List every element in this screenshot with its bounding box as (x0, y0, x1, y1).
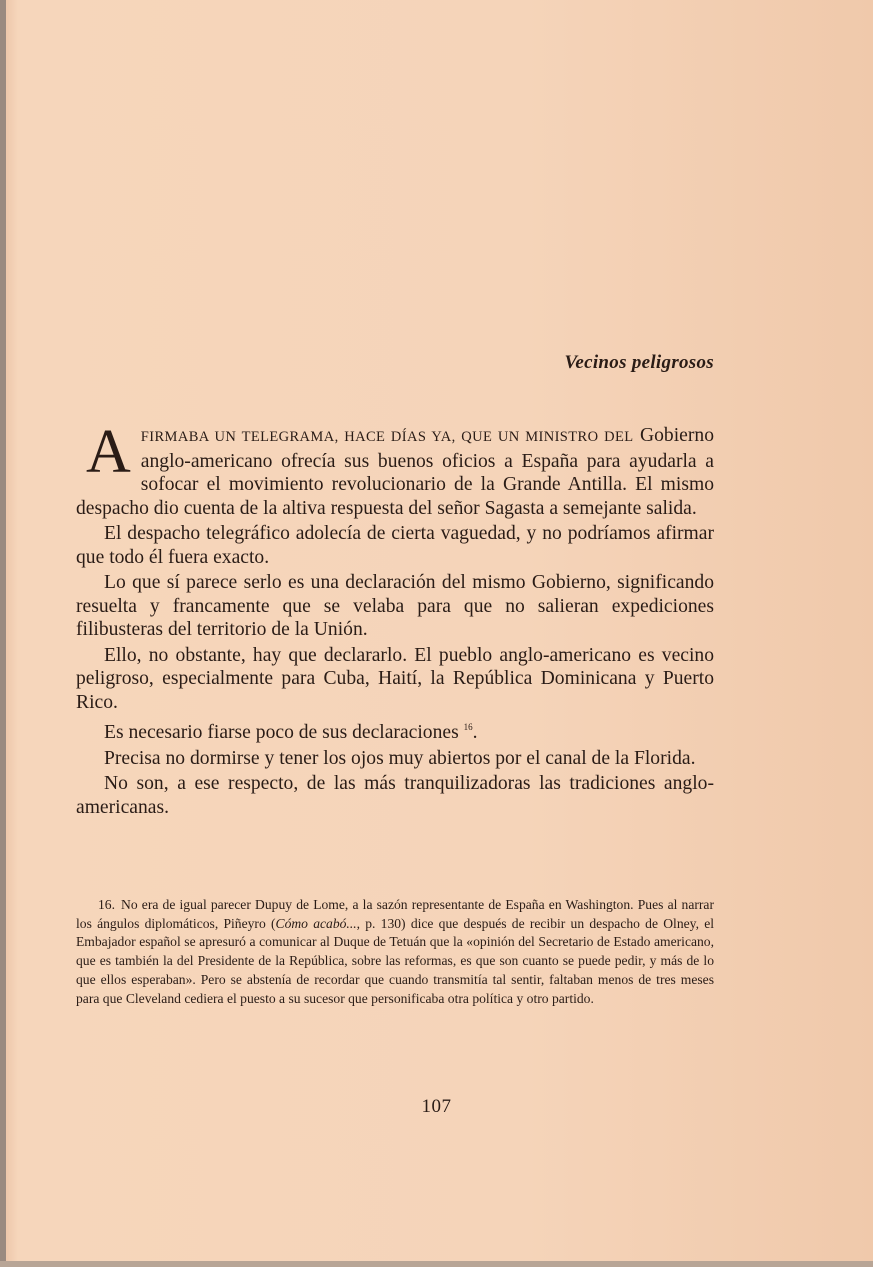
footnote (76, 896, 714, 1008)
paragraph-5 (76, 716, 714, 745)
paragraph-7: No son, a ese respecto, de las más tranquilizadoras las tradiciones anglo-americanas. (76, 773, 714, 818)
chapter-title: Vecinos peligrosos (564, 352, 714, 373)
footnote-ref: 16 (463, 722, 473, 732)
small-caps-opening: FIRMABA UN TELEGRAMA, HACE DÍAS YA, QUE UN MINISTRO DEL (140, 429, 634, 445)
body-text (76, 418, 714, 821)
paragraph-4: Ello, no obstante, hay que declararlo. El pueblo anglo-americano es vecino peligroso, especialmente para Cuba, Haití, la República Dominicana y Puerto Rico. (76, 644, 714, 713)
page-number: 107 (421, 1096, 452, 1117)
paragraph-5-end: . (472, 722, 478, 743)
drop-cap: A (86, 418, 131, 486)
footnote-number: 16. (98, 897, 115, 912)
page-bottom-edge (0, 1261, 873, 1267)
footnote-text-a: No era de igual parecer Dupuy de Lome, a la sazón representante de España en Washington. Pues al narrar los ángulos diplomáticos, Piñeyro ( (76, 897, 714, 931)
footnote-paragraph (76, 896, 714, 1008)
paragraph-3: Lo que sí parece serlo es una declaración del mismo Gobierno, significando resuelta y francamente que se velaba para que no salieran expediciones filibusteras del territorio de la Unión. (76, 572, 714, 640)
paragraph-1-text: Gobierno anglo-americano ofrecía sus buenos oficios a España para ayudarla a sofocar el movimiento revolucionario de la Grande Antilla. El mismo despacho dio cuenta de la altiva respuesta del señor Sagasta a semejante salida. (76, 425, 714, 519)
footnote-italic-title: Cómo acabó... (275, 915, 357, 931)
footnote-text-b: , p. 130) dice que después de recibir un despacho de Olney, el Embajador español se apresuró a comunicar al Duque de Tetuán que la «opinión del Secretario de Estado americano, que es también la del Presidente de la República, sobre las reformas, es que son cuanto se puede pedir, y más de lo que ellos esperaban». Pero se abstenía de recordar que cuando transmitía tal sentir, faltaban menos de tres meses para que Cleveland cediera el puesto a su sucesor que personificaba otra política y otro partido. (76, 915, 715, 1006)
paragraph-2: El despacho telegráfico adolecía de cierta vaguedad, y no podríamos afirmar que todo él fuera exacto. (76, 523, 714, 568)
paragraph-1 (76, 418, 714, 520)
paragraph-6: Precisa no dormirse y tener los ojos muy abiertos por el canal de la Florida. (104, 747, 696, 769)
page-left-edge (0, 0, 6, 1267)
paragraph-5-text: Es necesario fiarse poco de sus declaraciones (104, 722, 459, 743)
